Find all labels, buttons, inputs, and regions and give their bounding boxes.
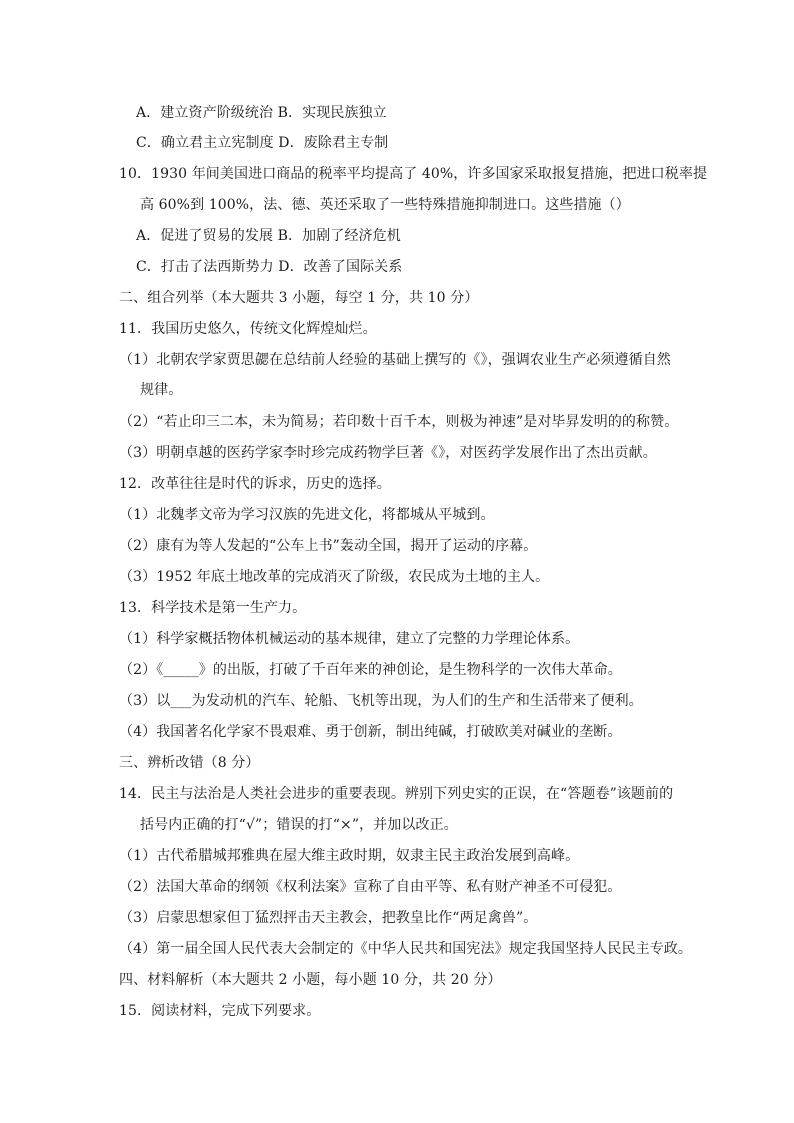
q9-options-cd: C．确立君主立宪制度 D．废除君主专制 [136, 135, 389, 151]
section-2-heading: 二、组合列举（本大题共 3 小题，每空 1 分，共 10 分） [119, 290, 479, 306]
q9-options-ab: A．建立资产阶级统治 B．实现民族独立 [136, 105, 387, 121]
q10-options-ab: A．促进了贸易的发展 B．加剧了经济危机 [136, 228, 401, 244]
q13-item2: （2）《_____》的出版，打破了千百年来的神创论，是生物科学的一次伟大革命。 [119, 662, 622, 678]
q14-stem-line1: 14．民主与法治是人类社会进步的重要表现。辨别下列史实的正误，在“答题卷”该题前的 [119, 786, 674, 802]
q10-options-cd: C．打击了法西斯势力 D．改善了国际关系 [136, 259, 403, 275]
q13-item3: （3）以___为发动机的汽车、轮船、飞机等出现，为人们的生产和生活带来了便利。 [119, 693, 643, 709]
q14-item3: （3）启蒙思想家但丁猛烈抨击天主教会，把教皇比作“两足禽兽”。 [119, 910, 538, 926]
q15-stem: 15．阅读材料，完成下列要求。 [119, 1003, 321, 1019]
section-3-heading: 三、辨析改错（8 分） [119, 755, 260, 771]
q11-item2: （2）“若止印三二本，未为简易；若印数十百千本，则极为神速”是对毕昇发明的的称赞。 [119, 414, 679, 430]
q13-stem: 13．科学技术是第一生产力。 [119, 600, 307, 616]
q14-stem-line2: 括号内正确的打“√”；错误的打“×”，并加以改正。 [140, 817, 458, 833]
q14-item4: （4）第一届全国人民代表大会制定的《中华人民共和国宪法》规定我国坚持人民民主专政。 [119, 941, 693, 957]
q11-item1-line1: （1）北朝农学家贾思勰在总结前人经验的基础上撰写的《》，强调农业生产必须遵循自然 [119, 352, 671, 368]
q11-item1-line2: 规律。 [140, 382, 183, 398]
q13-item4: （4）我国著名化学家不畏艰难、勇于创新，制出纯碱，打破欧美对碱业的垄断。 [119, 724, 622, 740]
q14-item2: （2）法国大革命的纲领《权利法案》宣称了自由平等、私有财产神圣不可侵犯。 [119, 879, 622, 895]
q12-item2: （2）康有为等人发起的“公车上书”轰动全国，揭开了运动的序幕。 [119, 538, 538, 554]
q10-stem-line1: 10．1930 年间美国进口商品的税率平均提高了 40%，许多国家采取报复措施，把进口税率提 [119, 166, 708, 182]
section-4-heading: 四、材料解析（本大题共 2 小题，每小题 10 分，共 20 分） [119, 972, 502, 988]
q13-item1: （1）科学家概括物体机械运动的基本规律，建立了完整的力学理论体系。 [119, 631, 580, 647]
q12-item1: （1）北魏孝文帝为学习汉族的先进文化，将都城从平城到。 [119, 507, 495, 523]
q12-item3: （3）1952 年底土地改革的完成消灭了阶级，农民成为土地的主人。 [119, 569, 550, 585]
q10-stem-line2: 高 60%到 100%，法、德、英还采取了一些特殊措施抑制进口。这些措施（） [140, 197, 630, 213]
q12-stem: 12．改革往往是时代的诉求，历史的选择。 [119, 476, 391, 492]
q14-item1: （1）古代希腊城邦雅典在屋大维主政时期，奴隶主民主政治发展到高峰。 [119, 848, 580, 864]
q11-stem: 11．我国历史悠久，传统文化辉煌灿烂。 [119, 321, 377, 337]
q11-item3: （3）明朝卓越的医药学家李时珍完成药物学巨著《》，对医药学发展作出了杰出贡献。 [119, 445, 657, 461]
